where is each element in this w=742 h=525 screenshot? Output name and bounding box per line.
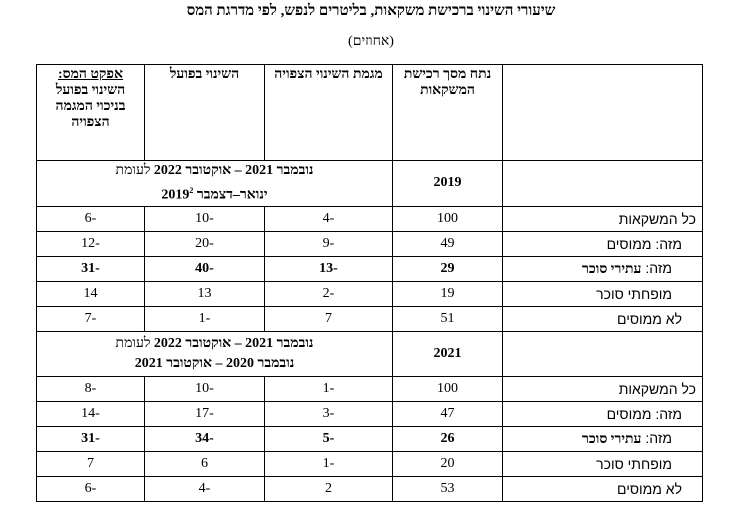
cell-actual: -20 — [145, 231, 265, 256]
cell-actual: -10 — [145, 376, 265, 401]
period-range-current: נובמבר 2021 – אוקטובר 2022 — [153, 163, 314, 178]
cell-share: 51 — [393, 306, 503, 331]
period-range-compare-word: לעומת — [115, 335, 151, 351]
data-table — [36, 64, 703, 502]
row-label: מופחתי סוכר — [503, 451, 703, 476]
period-range-base: נובמבר 2020 – אוקטובר 2021 — [134, 355, 295, 371]
table-row — [37, 256, 703, 281]
header-effect — [37, 65, 145, 161]
row-label-emphasis: עתירי סוכר — [582, 261, 642, 277]
period-label-cell — [503, 331, 703, 376]
row-label: מופחתי סוכר — [503, 281, 703, 306]
cell-actual: -4 — [145, 476, 265, 501]
cell-effect: -6 — [37, 206, 145, 231]
period-range — [37, 331, 393, 376]
table-row — [37, 376, 703, 401]
cell-effect: -14 — [37, 401, 145, 426]
cell-share: 19 — [393, 281, 503, 306]
header-effect-title: אפקט המס: — [57, 67, 124, 82]
row-label-prefix: מזה: — [645, 259, 672, 276]
table-title: שיעורי השינוי ברכישת משקאות, בליטרים לנפש, לפי מדרגת המס — [186, 3, 556, 19]
cell-expected: -2 — [265, 281, 393, 306]
header-row — [37, 65, 703, 161]
period-year: 2019 — [393, 161, 503, 207]
row-label: לא ממוסים — [503, 306, 703, 331]
row-label: לא ממוסים — [503, 476, 703, 501]
cell-expected: -1 — [265, 451, 393, 476]
table-row — [37, 306, 703, 331]
row-label: מזה: ממוסים — [503, 231, 703, 256]
cell-share: 26 — [393, 426, 503, 451]
cell-actual: -34 — [145, 426, 265, 451]
period-row — [37, 331, 703, 376]
cell-share: 29 — [393, 256, 503, 281]
table-row — [37, 401, 703, 426]
table-row — [37, 426, 703, 451]
cell-effect: 14 — [37, 281, 145, 306]
table-row — [37, 476, 703, 501]
header-actual: השינוי בפועל — [145, 65, 265, 161]
cell-actual: 13 — [145, 281, 265, 306]
table-row — [37, 206, 703, 231]
period-range-current: נובמבר 2021 – אוקטובר 2022 — [153, 335, 314, 351]
cell-actual: -10 — [145, 206, 265, 231]
period-range — [37, 161, 393, 207]
cell-expected: -5 — [265, 426, 393, 451]
cell-expected: -13 — [265, 256, 393, 281]
period-row — [37, 161, 703, 207]
cell-share: 100 — [393, 376, 503, 401]
period-label-cell — [503, 161, 703, 207]
row-label — [503, 426, 703, 451]
row-label-emphasis: עתירי סוכר — [582, 431, 642, 447]
cell-expected: 2 — [265, 476, 393, 501]
cell-effect: 7 — [37, 451, 145, 476]
period-year: 2021 — [393, 331, 503, 376]
cell-expected: -9 — [265, 231, 393, 256]
cell-effect: -6 — [37, 476, 145, 501]
cell-share: 47 — [393, 401, 503, 426]
cell-actual: -17 — [145, 401, 265, 426]
cell-share: 53 — [393, 476, 503, 501]
row-label — [503, 256, 703, 281]
cell-effect: -31 — [37, 426, 145, 451]
header-effect-desc: השינוי בפועל בניכוי המגמה הצפויה — [55, 83, 126, 130]
cell-share: 20 — [393, 451, 503, 476]
table-body — [37, 161, 703, 502]
cell-effect: -7 — [37, 306, 145, 331]
table-row — [37, 451, 703, 476]
row-label: מזה: ממוסים — [503, 401, 703, 426]
row-label: כל המשקאות — [503, 376, 703, 401]
cell-actual: -1 — [145, 306, 265, 331]
header-share: נתח מסך רכישת המשקאות — [393, 65, 503, 161]
cell-expected: -4 — [265, 206, 393, 231]
table-row — [37, 231, 703, 256]
header-category — [503, 65, 703, 161]
cell-expected: -1 — [265, 376, 393, 401]
table-row — [37, 281, 703, 306]
period-range-compare-word: לעומת — [115, 163, 151, 178]
cell-expected: -3 — [265, 401, 393, 426]
cell-share: 49 — [393, 231, 503, 256]
cell-share: 100 — [393, 206, 503, 231]
row-label-prefix: מזה: — [645, 429, 672, 446]
header-expected: מגמת השינוי הצפויה — [265, 65, 393, 161]
cell-effect: -12 — [37, 231, 145, 256]
cell-actual: -40 — [145, 256, 265, 281]
cell-effect: -8 — [37, 376, 145, 401]
cell-expected: 7 — [265, 306, 393, 331]
table-subtitle: (אחוזים) — [348, 34, 394, 49]
row-label: כל המשקאות — [503, 206, 703, 231]
cell-actual: 6 — [145, 451, 265, 476]
footnote-marker: 2 — [189, 186, 194, 195]
period-range-base: ינואר–דצמבר 2019 — [161, 187, 268, 203]
cell-effect: -31 — [37, 256, 145, 281]
